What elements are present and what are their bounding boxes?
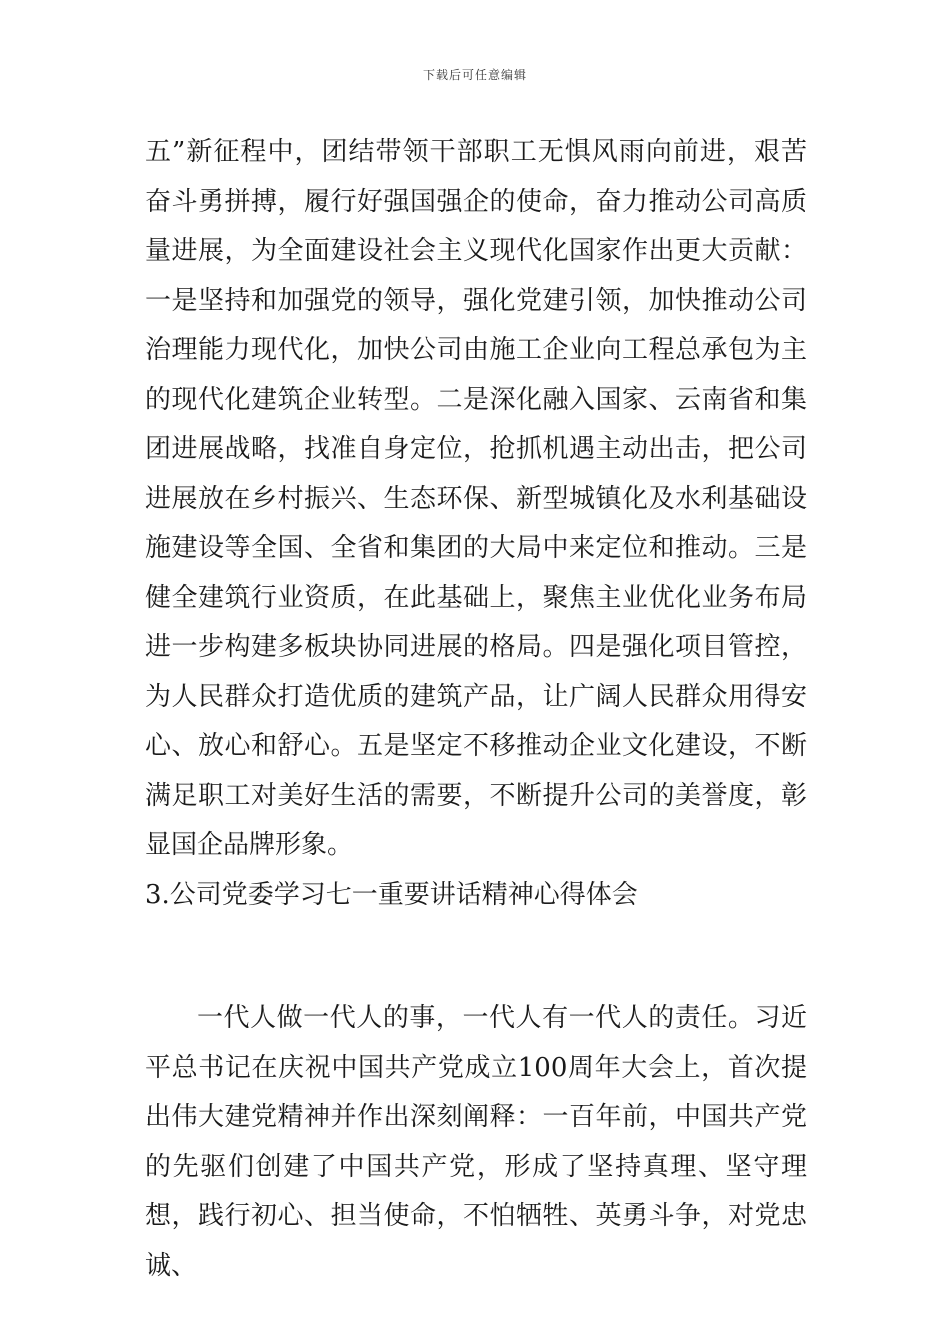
document-body bbox=[145, 128, 807, 1291]
section-heading: 3.公司党委学习七一重要讲话精神心得体会 bbox=[145, 879, 638, 910]
header-note: 下载后可任意编辑 bbox=[422, 68, 527, 82]
body-paragraph: 一代人做一代人的事，一代人有一代人的责任。习近平总书记在庆祝中国共产党成立100周年大会上，首次提出伟大建党精神并作出深刻阐释：一百年前，中国共产党的先驱们创建了中国共产党，形成了坚持真理、坚守理想，践行初心、担当使命，不怕牺牲、英勇斗争，对党忠诚、 bbox=[145, 1003, 807, 1281]
paragraph-spacer bbox=[145, 920, 807, 994]
body-paragraph-continuation: 五”新征程中，团结带领干部职工无惧风雨向前进，艰苦奋斗勇拼搏，履行好强国强企的使命，奋力推动公司高质量进展，为全面建设社会主义现代化国家作出更大贡献：一是坚持和加强党的领导，强化党建引领，加快推动公司治理能力现代化，加快公司由施工企业向工程总承包为主的现代化建筑企业转型。二是深化融入国家、云南省和集团进展战略，找准自身定位，抢抓机遇主动出击，把公司进展放在乡村振兴、生态环保、新型城镇化及水利基础设施建设等全国、全省和集团的大局中来定位和推动。三是健全建筑行业资质，在此基础上，聚焦主业优化业务布局进一步构建多板块协同进展的格局。四是强化项目管控，为人民群众打造优质的建筑产品，让广阔人民群众用得安心、放心和舒心。五是坚定不移推动企业文化建设，不断满足职工对美好生活的需要，不断提升公司的美誉度，彰显国企品牌形象。 bbox=[145, 137, 807, 860]
